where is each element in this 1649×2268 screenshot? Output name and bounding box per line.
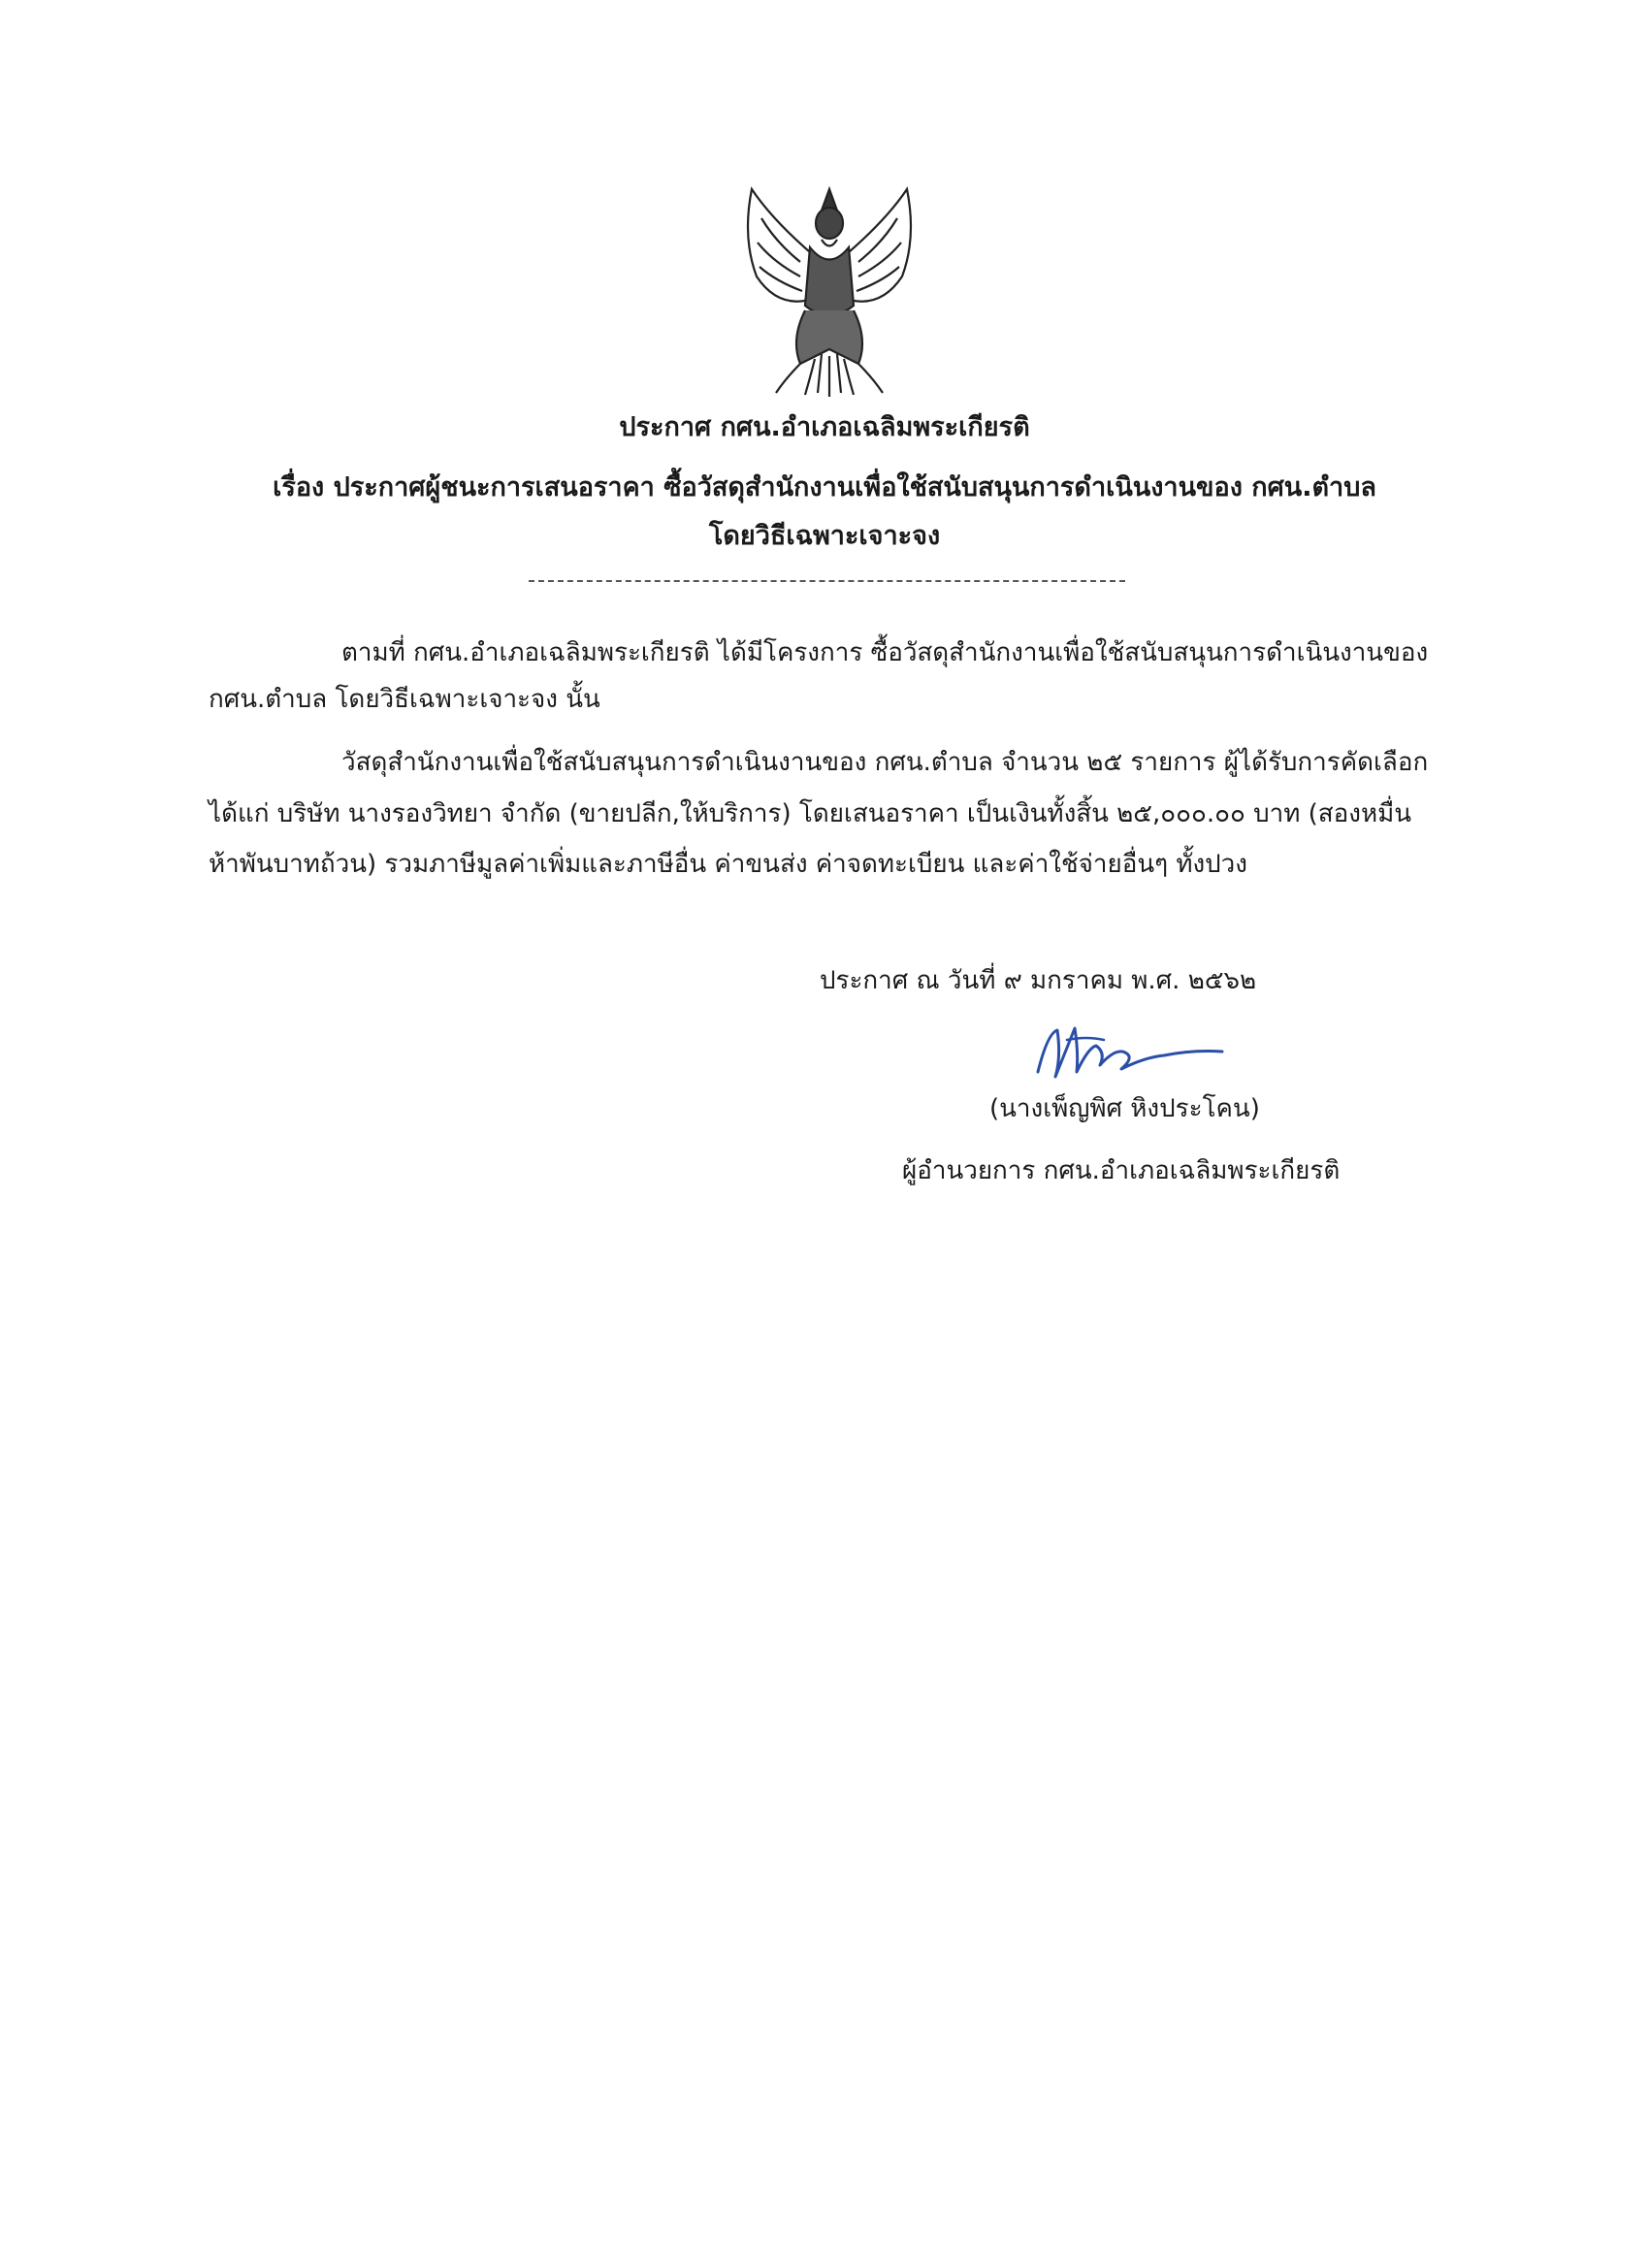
paragraph-2-line-2: ได้แก่ บริษัท นางรองวิทยา จำกัด (ขายปลีก,ให้บริการ) โดยเสนอราคา เป็นเงินทั้งสิ้น ๒๕,๐๐๐.๐๐ บาท (สองหมื่น — [209, 799, 1412, 828]
signer-position: ผู้อำนวยการ กศน.อำเภอเฉลิมพระเกียรติ — [902, 1156, 1341, 1185]
paragraph-1-line-1: ตามที่ กศน.อำเภอเฉลิมพระเกียรติ ได้มีโครงการ ซื้อวัสดุสำนักงานเพื่อใช้สนับสนุนการดำเนินงานของ — [341, 638, 1429, 667]
paragraph-2-line-1: วัสดุสำนักงานเพื่อใช้สนับสนุนการดำเนินงานของ กศน.ตำบล จำนวน ๒๕ รายการ ผู้ได้รับการคัดเลือก — [341, 748, 1429, 777]
signer-name: (นางเพ็ญพิศ หิงประโคน) — [989, 1094, 1260, 1123]
paragraph-1-line-2: กศน.ตำบล โดยวิธีเฉพาะเจาะจง นั้น — [209, 685, 600, 714]
dashed-separator — [529, 580, 1125, 582]
paragraph-2-line-3: ห้าพันบาทถ้วน) รวมภาษีมูลค่าเพิ่มและภาษีอื่น ค่าขนส่ง ค่าจดทะเบียน และค่าใช้จ่ายอื่นๆ ทั้งปวง — [209, 850, 1247, 879]
announcement-subject: เรื่อง ประกาศผู้ชนะการเสนอราคา ซื้อวัสดุสำนักงานเพื่อใช้สนับสนุนการดำเนินงานของ กศน.ตำบล — [273, 472, 1376, 502]
announcement-title: ประกาศ กศน.อำเภอเฉลิมพระเกียรติ — [619, 412, 1030, 442]
garuda-emblem-icon — [732, 179, 926, 398]
announcement-date: ประกาศ ณ วันที่ ๙ มกราคม พ.ศ. ๒๕๖๒ — [820, 966, 1257, 995]
handwritten-signature-icon — [1028, 1019, 1232, 1086]
announcement-subject-continued: โดยวิธีเฉพาะเจาะจง — [708, 521, 941, 551]
